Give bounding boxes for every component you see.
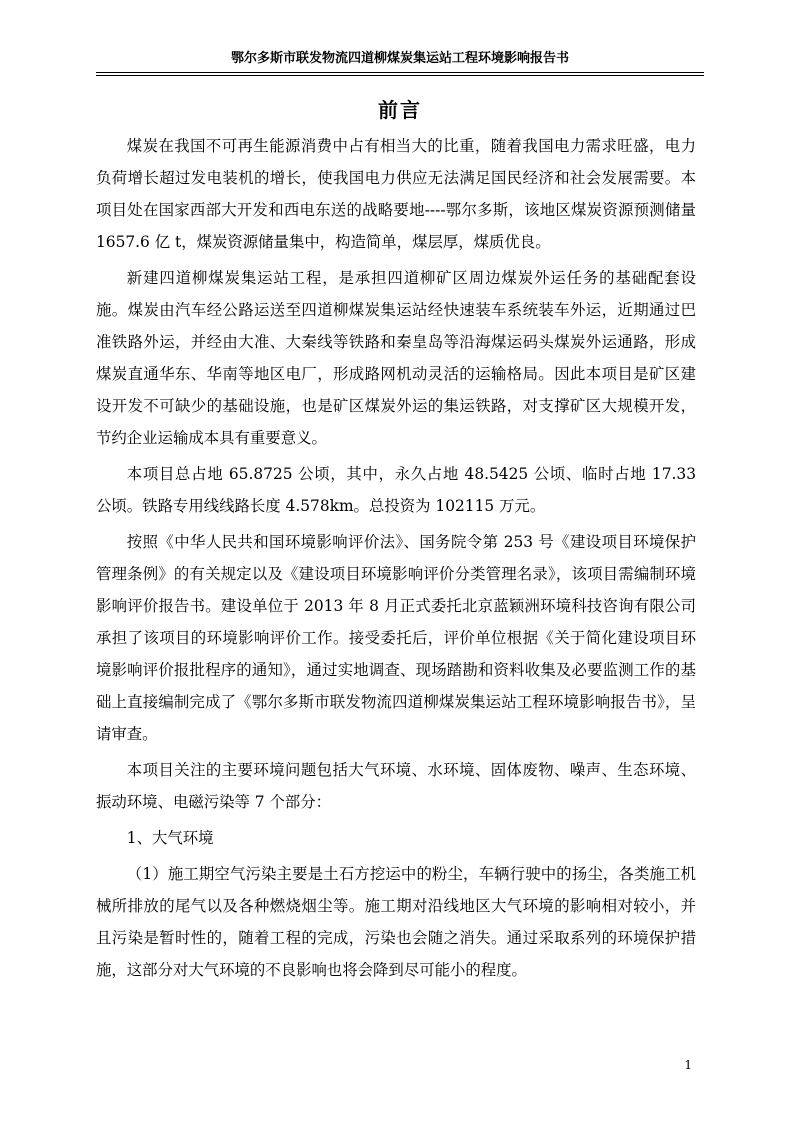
- paragraph-land-and-investment: 本项目总占地 65.8725 公顷，其中，永久占地 48.5425 公顷、临时占地 17.33 公顷。铁路专用线线路长度 4.578km。总投资为 102115 万元。: [96, 465, 696, 515]
- running-header: 鄂尔多斯市联发物流四道柳煤炭集运站工程环境影响报告书: [230, 51, 569, 66]
- header-divider: [96, 72, 704, 76]
- paragraph-coal-background: 煤炭在我国不可再生能源消费中占有相当大的比重，随着我国电力需求旺盛，电力负荷增长超过发电装机的增长，使我国电力供应无法满足国民经济和社会发展需要。本项目处在国家西部大开发和西电东送的战略要地----鄂尔多斯，该地区煤炭资源预测储量 1657.6 亿 t，煤炭资源储量集中，构造简单，煤层厚，煤质优良。: [96, 137, 696, 251]
- page-title: 前言: [378, 98, 422, 122]
- paragraph-legal-basis: 按照《中华人民共和国环境影响评价法》、国务院令第 253 号《建设项目环境保护管理条例》的有关规定以及《建设项目环境影响评价分类管理名录》，该项目需编制环境影响评价报告书。建设单位于 2013 年 8 月正式委托北京蓝颖洲环境科技咨询有限公司承担了该项目的环境影响评价工作。接受委托后，评价单位根据《关于简化建设项目环境影响评价报批程序的通知》，通过实地调查、现场踏勘和资料收集及必要监测工作的基础上直接编制完成了《鄂尔多斯市联发物流四道柳煤炭集运站工程环境影响报告书》，呈请审查。: [96, 533, 696, 743]
- section-heading-atmosphere: 1、大气环境: [126, 829, 214, 847]
- paragraph-environmental-issues: 本项目关注的主要环境问题包括大气环境、水环境、固体废物、噪声、生态环境、振动环境、电磁污染等 7 个部分：: [96, 761, 696, 811]
- document-body: [96, 130, 696, 990]
- paragraph-construction-pollution: （1）施工期空气污染主要是土石方挖运中的粉尘，车辆行驶中的扬尘，各类施工机械所排放的尾气以及各种燃烧烟尘等。施工期对沿线地区大气环境的影响相对较小，并且污染是暂时性的，随着工程的完成，污染也会随之消失。通过采取系列的环境保护措施，这部分对大气环境的不良影响也将会降到尽可能小的程度。: [96, 865, 696, 979]
- page-number: 1: [684, 1058, 692, 1072]
- paragraph-project-purpose: 新建四道柳煤炭集运站工程，是承担四道柳矿区周边煤炭外运任务的基础配套设施。煤炭由汽车经公路运送至四道柳煤炭集运站经快速装车系统装车外运，近期通过巴准铁路外运，并经由大准、大秦线等铁路和秦皇岛等沿海煤运码头煤炭外运通路，形成煤炭直通华东、华南等地区电厂，形成路网机动灵活的运输格局。因此本项目是矿区建设开发不可缺少的基础设施，也是矿区煤炭外运的集运铁路，对支撑矿区大规模开发，节约企业运输成本具有重要意义。: [96, 269, 696, 447]
